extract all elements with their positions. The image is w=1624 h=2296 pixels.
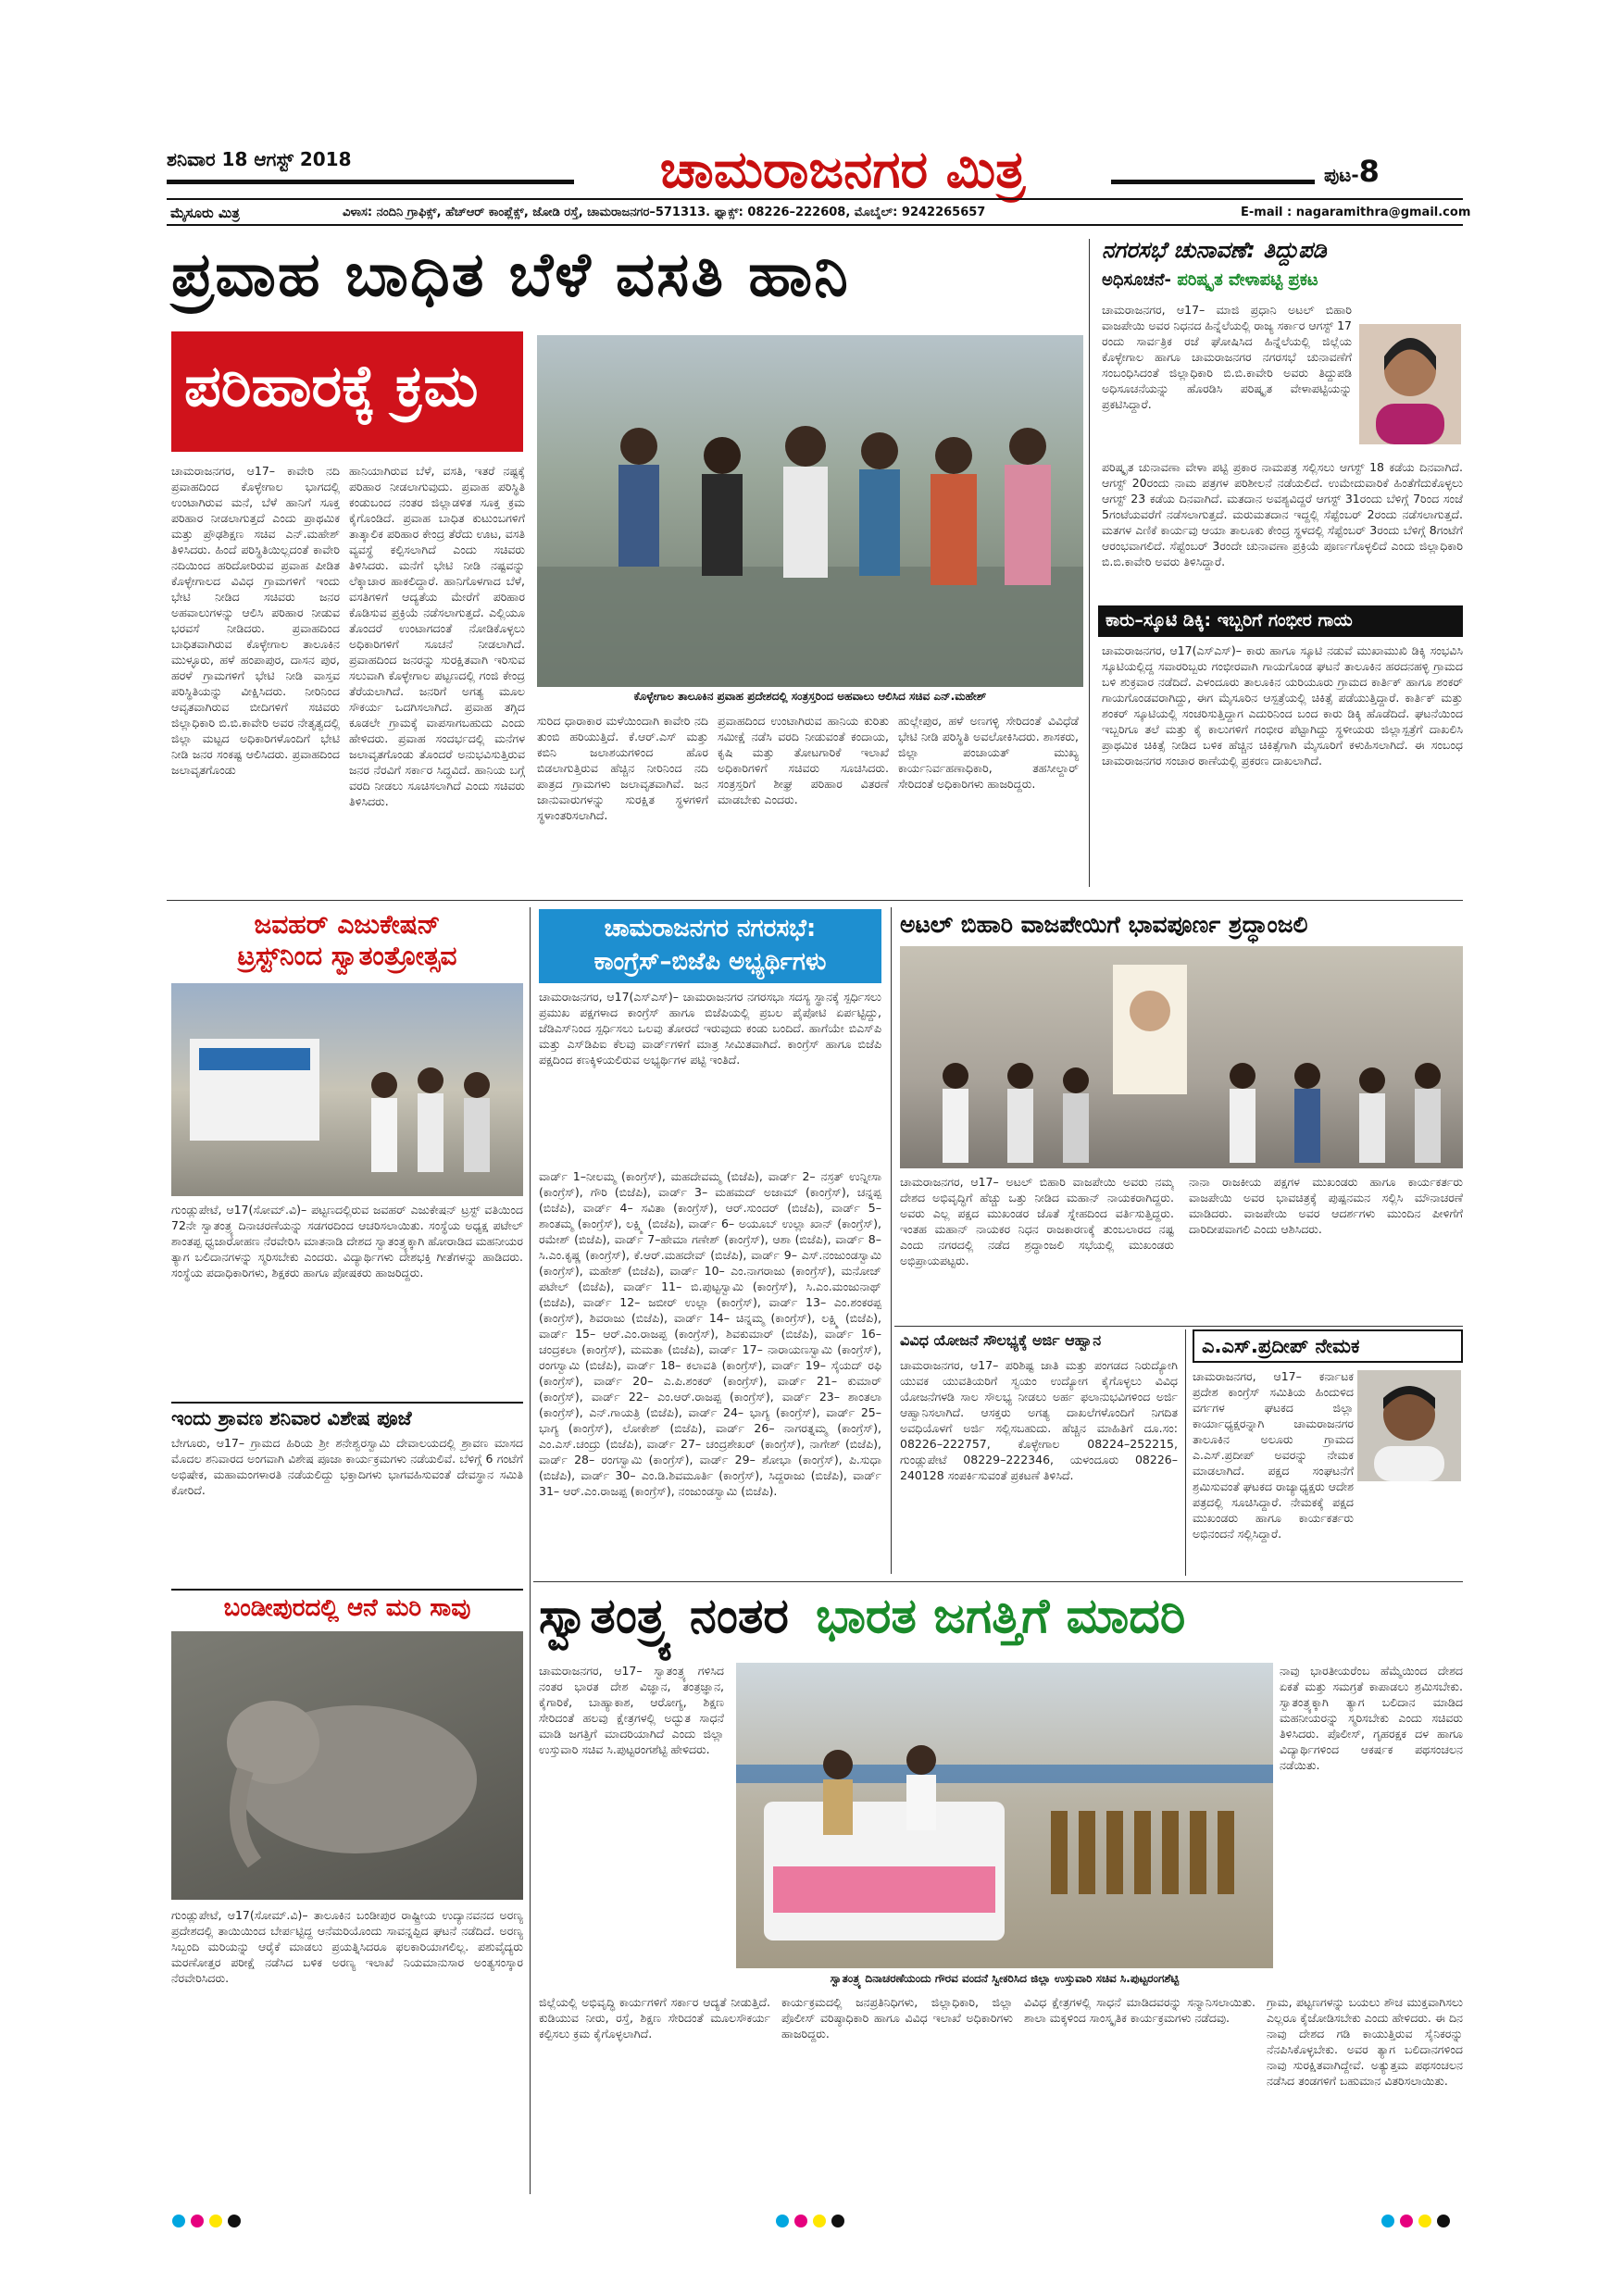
independence-bottom-col3: ವಿವಿಧ ಕ್ಷೇತ್ರಗಳಲ್ಲಿ ಸಾಧನೆ ಮಾಡಿದವರನ್ನು ಸನ್ಮಾನಿಸಲಾಯಿತು. ಶಾಲಾ ಮಕ್ಕಳಿಂದ ಸಾಂಸ್ಕೃತಿಕ ಕಾರ್ಯಕ್ರಮಗಳು ನಡೆದವು. bbox=[1024, 1995, 1255, 2025]
election-headline: ನಗರಸಭೆ ಚುನಾವಣೆ: ತಿದ್ದುಪಡಿ bbox=[1102, 237, 1327, 263]
lead-photo bbox=[537, 335, 1083, 687]
jawahar-headline-line2: ಟ್ರಸ್ಟ್‌ನಿಂದ ಸ್ವಾತಂತ್ರೋತ್ಸವ bbox=[237, 941, 457, 971]
election-subhead-prefix: ಅಧಿಸೂಚನೆ- bbox=[1102, 270, 1172, 290]
elephant-icon bbox=[171, 1631, 523, 1900]
election-body2: ಪರಿಷ್ಕೃತ ಚುನಾವಣಾ ವೇಳಾ ಪಟ್ಟಿ ಪ್ರಕಾರ ನಾಮಪತ್ರ ಸಲ್ಲಿಸಲು ಆಗಸ್ಟ್ 18 ಕಡೆಯ ದಿನವಾಗಿದೆ. ಆಗಸ್ಟ್ 20ರಂದು ನಾಮ ಪತ್ರಗಳ ಪರಿಶೀಲನೆ ನಡೆಯಲಿದೆ. ಉಮೇದುವಾರಿಕೆ ಹಿಂತೆಗೆದುಕೊಳ್ಳಲು ಆಗಸ್ಟ್ 23 ಕಡೆಯ ದಿನವಾಗಿದೆ. ಮತದಾನ ಅವಶ್ಯವಿದ್ದರೆ ಆಗಸ್ಟ್ 31ರಂದು ಬೆಳಿಗ್ಗೆ 7ರಿಂದ ಸಂಜೆ 5ಗಂಟೆಯವರೆಗೆ ನಡೆಸಲಾಗುತ್ತದೆ. ಮರುಮತದಾನ ಇದ್ದಲ್ಲಿ ಸೆಪ್ಟೆಂಬರ್ 2ರಂದು ನಡೆಸಲಾಗುತ್ತದೆ. ಮತಗಳ ಎಣಿಕೆ ಕಾರ್ಯವು ಆಯಾ ತಾಲೂಕು ಕೇಂದ್ರ ಸ್ಥಳದಲ್ಲಿ ಸೆಪ್ಟೆಂಬರ್ 3ರಂದು ಬೆಳಿಗ್ಗೆ 8ಗಂಟೆಗೆ ಆರಂಭವಾಗಲಿದೆ. ಸೆಪ್ಟೆಂಬರ್ 3ರಂದೇ ಚುನಾವಣಾ ಪ್ರಕ್ರಿಯೆ ಪೂರ್ಣಗೊಳ್ಳಲಿದೆ ಎಂದು ಜಿಲ್ಲಾಧಿಕಾರಿ ಬಿ.ಬಿ.ಕಾವೇರಿ ಅವರು ತಿಳಿಸಿದ್ದಾರೆ. bbox=[1102, 460, 1463, 568]
registration-marks-left bbox=[172, 2215, 246, 2229]
election-body1: ಚಾಮರಾಜನಗರ, ಆ17– ಮಾಜಿ ಪ್ರಧಾನಿ ಅಟಲ್ ಬಿಹಾರಿ ವಾಜಪೇಯಿ ಅವರ ನಿಧನದ ಹಿನ್ನೆಲೆಯಲ್ಲಿ ರಾಜ್ಯ ಸರ್ಕಾರ ಆಗಸ್ಟ್ 17 ರಂದು ಸಾರ್ವತ್ರಿಕ ರಜೆ ಘೋಷಿಸಿದ ಹಿನ್ನೆಲೆಯಲ್ಲಿ ಜಿಲ್ಲೆಯ ಕೊಳ್ಳೇಗಾಲ ಹಾಗೂ ಚಾಮರಾಜನಗರ ನಗರಸಭೆ ಚುನಾವಣೆಗೆ ಸಂಬಂಧಿಸಿದಂತೆ ಜಿಲ್ಲಾಧಿಕಾರಿ ಬಿ.ಬಿ.ಕಾವೇರಿ ಅವರು ತಿದ್ದುಪಡಿ ಅಧಿಸೂಚನೆಯನ್ನು ಹೊರಡಿಸಿ ಪರಿಷ್ಕೃತ ವೇಳಾಪಟ್ಟಿಯನ್ನು ಪ್ರಕಟಿಸಿದ್ದಾರೆ. bbox=[1102, 303, 1352, 411]
section-rule bbox=[533, 1581, 1463, 1582]
atal-col1: ಚಾಮರಾಜನಗರ, ಆ17– ಅಟಲ್ ಬಿಹಾರಿ ವಾಜಪೇಯಿ ಅವರು ನಮ್ಮ ದೇಶದ ಅಭಿವೃದ್ಧಿಗೆ ಹೆಚ್ಚು ಒತ್ತು ನೀಡಿದ ಮಹಾನ್ ನಾಯಕರಾಗಿದ್ದರು. ಅವರು ಎಲ್ಲ ಪಕ್ಷದ ಮುಖಂಡರ ಜೊತೆ ಸ್ನೇಹದಿಂದ ವರ್ತಿಸುತ್ತಿದ್ದರು. ಇಂತಹ ಮಹಾನ್ ನಾಯಕರ ನಿಧನ ರಾಜಕಾರಣಕ್ಕೆ ತುಂಬಲಾರದ ನಷ್ಟ ಎಂದು ನಗರದಲ್ಲಿ ನಡೆದ ಶ್ರದ್ಧಾಂಜಲಿ ಸಭೆಯಲ್ಲಿ ಮುಖಂಡರು ಅಭಿಪ್ರಾಯಪಟ್ಟರು. bbox=[900, 1175, 1174, 1267]
independence-right-col: ಗ್ರಾಮ, ಪಟ್ಟಣಗಳನ್ನು ಬಯಲು ಶೌಚ ಮುಕ್ತವಾಗಿಸಲು ಎಲ್ಲರೂ ಕೈಜೋಡಿಸಬೇಕು ಎಂದು ಹೇಳಿದರು. ಈ ದಿನ ನಾವು ದೇಶದ ಗಡಿ ಕಾಯುತ್ತಿರುವ ಸೈನಿಕರನ್ನು ನೆನಪಿಸಿಕೊಳ್ಳಬೇಕು. ಅವರ ತ್ಯಾಗ ಬಲಿದಾನಗಳಿಂದ ನಾವು ಸುರಕ್ಷಿತವಾಗಿದ್ದೇವೆ. ಅತ್ಯುತ್ತಮ ಪಥಸಂಚಲನ ನಡೆಸಿದ ತಂಡಗಳಿಗೆ ಬಹುಮಾನ ವಿತರಿಸಲಾಯಿತು. bbox=[1267, 1995, 1463, 2088]
column-rule bbox=[530, 907, 531, 2194]
masthead-date: ಶನಿವಾರ 18 ಆಗಸ್ಟ್ 2018 bbox=[167, 148, 352, 170]
masthead-right-rule bbox=[1111, 180, 1315, 184]
accident-headline: ಕಾರು–ಸ್ಕೂಟಿ ಡಿಕ್ಕಿ: ಇಬ್ಬರಿಗೆ ಗಂಭೀರ ಗಾಯ bbox=[1106, 610, 1353, 630]
shravana-headline: ಇಂದು ಶ್ರಾವಣ ಶನಿವಾರ ವಿಶೇಷ ಪೂಜೆ bbox=[171, 1402, 523, 1430]
council-headline-line1: ಚಾಮರಾಜನಗರ ನಗರಸಭೆ: bbox=[604, 915, 817, 942]
address-bar bbox=[167, 198, 1471, 226]
column-rule bbox=[1089, 239, 1090, 887]
independence-bottom-col2: ಕಾರ್ಯಕ್ರಮದಲ್ಲಿ ಜನಪ್ರತಿನಿಧಿಗಳು, ಜಿಲ್ಲಾಧಿಕಾರಿ, ಜಿಲ್ಲಾ ಪೊಲೀಸ್ ವರಿಷ್ಠಾಧಿಕಾರಿ ಹಾಗೂ ವಿವಿಧ ಇಲಾಖೆ ಅಧಿಕಾರಿಗಳು ಹಾಜರಿದ್ದರು. bbox=[781, 1995, 1013, 2040]
section-rule bbox=[167, 900, 1463, 901]
atal-photo bbox=[900, 946, 1463, 1168]
independence-headline-part2: ಭಾರತ ಜಗತ್ತಿಗೆ ಮಾದರಿ bbox=[816, 1589, 1186, 1644]
pradeep-headline-box bbox=[1193, 1329, 1463, 1363]
atal-headline: ಅಟಲ್ ಬಿಹಾರಿ ವಾಜಪೇಯಿಗೆ ಭಾವಪೂರ್ಣ ಶ್ರದ್ಧಾಂಜಲಿ bbox=[900, 911, 1308, 938]
address-text: ವಿಳಾಸ: ನಂದಿನಿ ಗ್ರಾಫಿಕ್ಸ್, ಹೆಚ್‌ಆರ್ ಕಾಂಪ್ಲೆಕ್ಸ್, ಜೋಡಿ ರಸ್ತೆ, ಚಾಮರಾಜನಗರ–571313. ಫ್ಯಾಕ್ಸ್: 08226–222608, ಮೊಬೈಲ್: 9242265657 bbox=[343, 206, 986, 219]
jawahar-photo bbox=[171, 983, 523, 1196]
pradeep-photo bbox=[1357, 1370, 1461, 1481]
lead-photo-scene bbox=[537, 335, 1083, 687]
independence-bottom-col1: ಜಿಲ್ಲೆಯಲ್ಲಿ ಅಭಿವೃದ್ಧಿ ಕಾರ್ಯಗಳಿಗೆ ಸರ್ಕಾರ ಆದ್ಯತೆ ನೀಡುತ್ತಿದೆ. ಕುಡಿಯುವ ನೀರು, ರಸ್ತೆ, ಶಿಕ್ಷಣ ಸೇರಿದಂತೆ ಮೂಲಸೌಕರ್ಯ ಕಲ್ಪಿಸಲು ಕ್ರಮ ಕೈಗೊಳ್ಳಲಾಗಿದೆ. bbox=[539, 1995, 770, 2040]
lead-subhead bbox=[171, 331, 523, 452]
lead-col3: ಸುರಿದ ಧಾರಾಕಾರ ಮಳೆಯಿಂದಾಗಿ ಕಾವೇರಿ ನದಿ ತುಂಬಿ ಹರಿಯುತ್ತಿದೆ. ಕೆ.ಆರ್.ಎಸ್ ಮತ್ತು ಕಬಿನಿ ಜಲಾಶಯಗಳಿಂದ ಹೊರ ಬಿಡಲಾಗುತ್ತಿರುವ ಹೆಚ್ಚಿನ ನೀರಿನಿಂದ ನದಿ ಪಾತ್ರದ ಗ್ರಾಮಗಳು ಜಲಾವೃತವಾಗಿವೆ. ಜನ ಜಾನುವಾರುಗಳನ್ನು ಸುರಕ್ಷಿತ ಸ್ಥಳಗಳಿಗೆ ಸ್ಥಳಾಂತರಿಸಲಾಗಿದೆ. bbox=[537, 714, 708, 822]
page-label: ಪುಟ- bbox=[1324, 164, 1359, 186]
collector-photo bbox=[1359, 324, 1461, 444]
independence-col1: ಚಾಮರಾಜನಗರ, ಆ17– ಸ್ವಾತಂತ್ರ್ಯ ಗಳಿಸಿದ ನಂತರ ಭಾರತ ದೇಶ ವಿಜ್ಞಾನ, ತಂತ್ರಜ್ಞಾನ, ಕೈಗಾರಿಕೆ, ಬಾಹ್ಯಾಕಾಶ, ಆರೋಗ್ಯ, ಶಿಕ್ಷಣ ಸೇರಿದಂತೆ ಹಲವು ಕ್ಷೇತ್ರಗಳಲ್ಲಿ ಅದ್ಭುತ ಸಾಧನೆ ಮಾಡಿ ಜಗತ್ತಿಗೆ ಮಾದರಿಯಾಗಿದೆ ಎಂದು ಜಿಲ್ಲಾ ಉಸ್ತುವಾರಿ ಸಚಿವ ಸಿ.ಪುಟ್ಟರಂಗಶೆಟ್ಟಿ ಹೇಳಿದರು. bbox=[539, 1664, 724, 1756]
column-rule bbox=[1185, 1329, 1186, 1576]
atal-photo-scene bbox=[900, 946, 1463, 1168]
section-rule bbox=[894, 1326, 1463, 1327]
email-text: E-mail : nagaramithra@gmail.com bbox=[1241, 206, 1471, 219]
lead-headline: ಪ್ರವಾಹ ಬಾಧಿತ ಬೆಳೆ ವಸತಿ ಹಾನಿ bbox=[171, 239, 850, 310]
registration-marks-center bbox=[776, 2215, 850, 2229]
lead-col5: ಹುಲ್ಲೇಪುರ, ಹಳೆ ಅಣಗಳ್ಳಿ ಸೇರಿದಂತೆ ವಿವಿಧೆಡೆ ಭೇಟಿ ನೀಡಿ ಪರಿಸ್ಥಿತಿ ಅವಲೋಕಿಸಿದರು. ಶಾಸಕರು, ಜಿಲ್ಲಾ ಪಂಚಾಯತ್ ಮುಖ್ಯ ಕಾರ್ಯನಿರ್ವಹಣಾಧಿಕಾರಿ, ತಹಸೀಲ್ದಾರ್ ಸೇರಿದಂತೆ ಅಧಿಕಾರಿಗಳು ಹಾಜರಿದ್ದರು. bbox=[898, 714, 1079, 791]
lead-col4: ಪ್ರವಾಹದಿಂದ ಉಂಟಾಗಿರುವ ಹಾನಿಯ ಕುರಿತು ಸಮೀಕ್ಷೆ ನಡೆಸಿ ವರದಿ ನೀಡುವಂತೆ ಕಂದಾಯ, ಕೃಷಿ ಮತ್ತು ತೋಟಗಾರಿಕೆ ಇಲಾಖೆ ಅಧಿಕಾರಿಗಳಿಗೆ ಸಚಿವರು ಸೂಚಿಸಿದರು. ಸಂತ್ರಸ್ತರಿಗೆ ಶೀಘ್ರ ಪರಿಹಾರ ವಿತರಣೆ ಮಾಡಬೇಕು ಎಂದರು. bbox=[718, 714, 889, 806]
edition-label: ಮೈಸೂರು ಮಿತ್ರ bbox=[170, 205, 240, 221]
elephant-headline: ಬಂಡೀಪುರದಲ್ಲಿ ಆನೆ ಮರಿ ಸಾವು bbox=[171, 1589, 523, 1623]
council-headline-line2: ಕಾಂಗ್ರೆಸ್–ಬಿಜೆಪಿ ಅಭ್ಯರ್ಥಿಗಳು bbox=[593, 948, 827, 976]
pradeep-body: ಚಾಮರಾಜನಗರ, ಆ17– ಕರ್ನಾಟಕ ಪ್ರದೇಶ ಕಾಂಗ್ರೆಸ್ ಸಮಿತಿಯ ಹಿಂದುಳಿದ ವರ್ಗಗಳ ಘಟಕದ ಜಿಲ್ಲಾ ಕಾರ್ಯಾಧ್ಯಕ್ಷರನ್ನಾಗಿ ಚಾಮರಾಜನಗರ ತಾಲೂಕಿನ ಅಲೂರು ಗ್ರಾಮದ ಎ.ಎಸ್.ಪ್ರದೀಪ್ ಅವರನ್ನು ನೇಮಕ ಮಾಡಲಾಗಿದೆ. ಪಕ್ಷದ ಸಂಘಟನೆಗೆ ಶ್ರಮಿಸುವಂತೆ ಘಟಕದ ರಾಜ್ಯಾಧ್ಯಕ್ಷರು ಆದೇಶ ಪತ್ರದಲ್ಲಿ ಸೂಚಿಸಿದ್ದಾರೆ. ನೇಮಕಕ್ಕೆ ಪಕ್ಷದ ಮುಖಂಡರು ಹಾಗೂ ಕಾರ್ಯಕರ್ತರು ಅಭಿನಂದನೆ ಸಲ್ಲಿಸಿದ್ದಾರೆ. bbox=[1193, 1369, 1354, 1541]
parade-photo bbox=[736, 1663, 1273, 1968]
loan-body: ಚಾಮರಾಜನಗರ, ಆ17– ಪರಿಶಿಷ್ಟ ಜಾತಿ ಮತ್ತು ಪಂಗಡದ ನಿರುದ್ಯೋಗಿ ಯುವಕ ಯುವತಿಯರಿಗೆ ಸ್ವಯಂ ಉದ್ಯೋಗ ಕೈಗೊಳ್ಳಲು ವಿವಿಧ ಯೋಜನೆಗಳಡಿ ಸಾಲ ಸೌಲಭ್ಯ ನೀಡಲು ಅರ್ಹ ಫಲಾನುಭವಿಗಳಿಂದ ಅರ್ಜಿ ಆಹ್ವಾನಿಸಲಾಗಿದೆ. ಆಸಕ್ತರು ಅಗತ್ಯ ದಾಖಲೆಗಳೊಂದಿಗೆ ನಿಗದಿತ ಅವಧಿಯೊಳಗೆ ಅರ್ಜಿ ಸಲ್ಲಿಸಬಹುದು. ಹೆಚ್ಚಿನ ಮಾಹಿತಿಗೆ ದೂ.ಸಂ: 08226–222757, ಕೊಳ್ಳೇಗಾಲ 08224–252215, ಗುಂಡ್ಲುಪೇಟೆ 08229–222346, ಯಳಂದೂರು 08226–240128 ಸಂಪರ್ಕಿಸುವಂತೆ ಪ್ರಕಟಣೆ ತಿಳಿಸಿದೆ. bbox=[900, 1358, 1178, 1482]
registration-marks-right bbox=[1381, 2215, 1455, 2229]
accident-headline-bar bbox=[1098, 605, 1463, 637]
column-rule bbox=[891, 907, 892, 1574]
lead-photo-caption: ಕೊಳ್ಳೇಗಾಲ ತಾಲೂಕಿನ ಪ್ರವಾಹ ಪ್ರದೇಶದಲ್ಲಿ ಸಂತ್ರಸ್ತರಿಂದ ಅಹವಾಲು ಆಲಿಸಿದ ಸಚಿವ ಎನ್.ಮಹೇಶ್ bbox=[633, 690, 987, 703]
atal-col2: ನಾನಾ ರಾಜಕೀಯ ಪಕ್ಷಗಳ ಮುಖಂಡರು ಹಾಗೂ ಕಾರ್ಯಕರ್ತರು ವಾಜಪೇಯಿ ಅವರ ಭಾವಚಿತ್ರಕ್ಕೆ ಪುಷ್ಪನಮನ ಸಲ್ಲಿಸಿ ಮೌನಾಚರಣೆ ಮಾಡಿದರು. ವಾಜಪೇಯಿ ಅವರ ಆದರ್ಶಗಳು ಮುಂದಿನ ಪೀಳಿಗೆಗೆ ದಾರಿದೀಪವಾಗಲಿ ಎಂದು ಆಶಿಸಿದರು. bbox=[1189, 1175, 1463, 1236]
council-wards: ವಾರ್ಡ್ 1–ನೀಲಮ್ಮ (ಕಾಂಗ್ರೆಸ್), ಮಹದೇವಮ್ಮ (ಬಿಜೆಪಿ), ವಾರ್ಡ್ 2– ನಸ್ರತ್ ಉನ್ನೀಸಾ (ಕಾಂಗ್ರೆಸ್), ಗೌರಿ (ಬಿಜೆಪಿ), ವಾರ್ಡ್ 3– ಮಹಮದ್ ಅಜಾಮ್ (ಕಾಂಗ್ರೆಸ್), ಚನ್ನಪ್ಪ (ಬಿಜೆಪಿ), ವಾರ್ಡ್ 4– ಸವಿತಾ (ಕಾಂಗ್ರೆಸ್), ಆರ್.ಸುಂದರ್ (ಬಿಜೆಪಿ), ವಾರ್ಡ್ 5– ಶಾಂತಮ್ಮ (ಕಾಂಗ್ರೆಸ್), ಲಕ್ಷ್ಮಿ (ಬಿಜೆಪಿ), ವಾರ್ಡ್ 6– ಅಯೂಬ್ ಉಲ್ಲಾ ಖಾನ್ (ಕಾಂಗ್ರೆಸ್), ರಮೇಶ್ (ಬಿಜೆಪಿ), ವಾರ್ಡ್ 7–ಹೇಮಾ ಗಣೇಶ್ (ಕಾಂಗ್ರೆಸ್), ಆಶಾ (ಬಿಜೆಪಿ), ವಾರ್ಡ್ 8– ಸಿ.ಎಂ.ಕೃಷ್ಣ (ಕಾಂಗ್ರೆಸ್), ಕೆ.ಆರ್.ಮಹದೇವ್ (ಬಿಜೆಪಿ), ವಾರ್ಡ್ 9– ಎಸ್.ನಂಜುಂಡಸ್ವಾಮಿ (ಕಾಂಗ್ರೆಸ್), ಮಹೇಶ್ (ಬಿಜೆಪಿ), ವಾರ್ಡ್ 10– ಎಂ.ನಾಗರಾಜು (ಕಾಂಗ್ರೆಸ್), ಮನೋಜ್ ಪಟೇಲ್ (ಬಿಜೆಪಿ), ವಾರ್ಡ್ 11– ಬಿ.ಪುಟ್ಟಸ್ವಾಮಿ (ಕಾಂಗ್ರೆಸ್), ಸಿ.ಎಂ.ಮಂಜುನಾಥ್ (ಬಿಜೆಪಿ), ವಾರ್ಡ್ 12– ಜಬೀರ್ ಉಲ್ಲಾ (ಕಾಂಗ್ರೆಸ್), ವಾರ್ಡ್ 13– ಎಂ.ಶಂಕರಪ್ಪ (ಕಾಂಗ್ರೆಸ್), ಶಿವರಾಜು (ಬಿಜೆಪಿ), ವಾರ್ಡ್ 14– ಚಿನ್ನಮ್ಮ (ಕಾಂಗ್ರೆಸ್), ಲಕ್ಷ್ಮಿ (ಬಿಜೆಪಿ), ವಾರ್ಡ್ 15– ಆರ್.ಎಂ.ರಾಜಪ್ಪ (ಕಾಂಗ್ರೆಸ್), ಶಿವಕುಮಾರ್ (ಬಿಜೆಪಿ), ವಾರ್ಡ್ 16– ಚಂದ್ರಕಲಾ (ಕಾಂಗ್ರೆಸ್), ಮಮತಾ (ಬಿಜೆಪಿ), ವಾರ್ಡ್ 17– ನಾರಾಯಣಸ್ವಾಮಿ (ಕಾಂಗ್ರೆಸ್), ರಂಗಸ್ವಾಮಿ (ಬಿಜೆಪಿ), ವಾರ್ಡ್ 18– ಕಲಾವತಿ (ಕಾಂಗ್ರೆಸ್), ವಾರ್ಡ್ 19– ಸೈಯದ್ ರಫಿ (ಕಾಂಗ್ರೆಸ್), ವಾರ್ಡ್ 20– ಎ.ಪಿ.ಶಂಕರ್ (ಕಾಂಗ್ರೆಸ್), ವಾರ್ಡ್ 21– ಕುಮಾರ್ (ಕಾಂಗ್ರೆಸ್), ವಾರ್ಡ್ 22– ಎಂ.ಆರ್.ರಾಜಪ್ಪ (ಕಾಂಗ್ರೆಸ್), ವಾರ್ಡ್ 23– ಶಾಂತಲಾ (ಕಾಂಗ್ರೆಸ್), ಎನ್.ಗಾಯತ್ರಿ (ಬಿಜೆಪಿ), ವಾರ್ಡ್ 24– ಭಾಗ್ಯ (ಕಾಂಗ್ರೆಸ್), ವಾರ್ಡ್ 25– ಭಾಗ್ಯ (ಕಾಂಗ್ರೆಸ್), ಲೋಕೇಶ್ (ಬಿಜೆಪಿ), ವಾರ್ಡ್ 26– ನಾಗರತ್ನಮ್ಮ (ಕಾಂಗ್ರೆಸ್), ಎಂ.ಎಸ್.ಚಂದ್ರು (ಬಿಜೆಪಿ), ವಾರ್ಡ್ 27– ಚಂದ್ರಶೇಖರ್ (ಕಾಂಗ್ರೆಸ್), ನಾಗೇಶ್ (ಬಿಜೆಪಿ), ವಾರ್ಡ್ 28– ರಂಗಸ್ವಾಮಿ (ಕಾಂಗ್ರೆಸ್), ವಾರ್ಡ್ 29– ಶೋಭಾ (ಕಾಂಗ್ರೆಸ್), ಪಿ.ಸುಧಾ (ಬಿಜೆಪಿ), ವಾರ್ಡ್ 30– ಎಂ.ಡಿ.ಶಿವಮೂರ್ತಿ (ಕಾಂಗ್ರೆಸ್), ಸಿದ್ದರಾಜು (ಬಿಜೆಪಿ), ವಾರ್ಡ್ 31– ಆರ್.ಎಂ.ರಾಜಪ್ಪ (ಕಾಂಗ್ರೆಸ್), ನಂಜುಂಡಸ್ವಾಮಿ (ಬಿಜೆಪಿ). bbox=[539, 1169, 881, 1498]
pradeep-headline: ಎ.ಎಸ್.ಪ್ರದೀಪ್ ನೇಮಕ bbox=[1202, 1335, 1360, 1357]
parade-photo-scene bbox=[736, 1663, 1273, 1968]
independence-headline bbox=[539, 1589, 1463, 1653]
council-intro: ಚಾಮರಾಜನಗರ, ಆ17(ಎಸ್‌ಎಸ್)– ಚಾಮರಾಜನಗರ ನಗರಸಭಾ ಸದಸ್ಯ ಸ್ಥಾನಕ್ಕೆ ಸ್ಪರ್ಧಿಸಲು ಪ್ರಮುಖ ಪಕ್ಷಗಳಾದ ಕಾಂಗ್ರೆಸ್ ಹಾಗೂ ಬಿಜೆಪಿಯಲ್ಲಿ ಪ್ರಬಲ ಪೈಪೋಟಿ ಏರ್ಪಟ್ಟಿದ್ದು, ಜೆಡಿಎಸ್‌ನಿಂದ ಸ್ಪರ್ಧಿಸಲು ಒಲವು ತೋರದೆ ಇರುವುದು ಕಂಡು ಬಂದಿದೆ. ಹಾಗೆಯೇ ಬಿಎಸ್‌ಪಿ ಮತ್ತು ಎಸ್‌ಡಿಪಿಐ ಕೆಲವು ವಾರ್ಡ್‌ಗಳಿಗೆ ಮಾತ್ರ ಸೀಮಿತವಾಗಿದೆ. ಕಾಂಗ್ರೆಸ್ ಹಾಗೂ ಬಿಜೆಪಿ ಪಕ್ಷದಿಂದ ಕಣಕ್ಕಿಳಿಯಲಿರುವ ಅಭ್ಯರ್ಥಿಗಳ ಪಟ್ಟಿ ಇಂತಿದೆ. bbox=[539, 990, 881, 1067]
accident-body: ಚಾಮರಾಜನಗರ, ಆ17(ಎಸ್‌ಎಸ್)– ಕಾರು ಹಾಗೂ ಸ್ಕೂಟಿ ನಡುವೆ ಮುಖಾಮುಖಿ ಡಿಕ್ಕಿ ಸಂಭವಿಸಿ ಸ್ಕೂಟಿಯಲ್ಲಿದ್ದ ಸವಾರರಿಬ್ಬರು ಗಂಭೀರವಾಗಿ ಗಾಯಗೊಂಡ ಘಟನೆ ತಾಲೂಕಿನ ಹರದನಹಳ್ಳಿ ಗ್ರಾಮದ ಬಳಿ ಶುಕ್ರವಾರ ನಡೆದಿದೆ. ಎಳಂದೂರು ತಾಲೂಕಿನ ಯರಿಯೂರು ಗ್ರಾಮದ ಕಾರ್ತಿಕ್ ಹಾಗೂ ಶಂಕರ್ ಗಾಯಗೊಂಡವರಾಗಿದ್ದು, ಈಗ ಮೈಸೂರಿನ ಆಸ್ಪತ್ರೆಯಲ್ಲಿ ಚಿಕಿತ್ಸೆ ಪಡೆಯುತ್ತಿದ್ದಾರೆ. ಕಾರ್ತಿಕ್ ಮತ್ತು ಶಂಕರ್ ಸ್ಕೂಟಿಯಲ್ಲಿ ಸಂಚರಿಸುತ್ತಿದ್ದಾಗ ಎದುರಿನಿಂದ ಬಂದ ಕಾರು ಡಿಕ್ಕಿ ಹೊಡೆದಿದೆ. ಘಟನೆಯಿಂದ ಇಬ್ಬರಿಗೂ ತಲೆ ಮತ್ತು ಕೈ ಕಾಲುಗಳಿಗೆ ಗಂಭೀರ ಪೆಟ್ಟಾಗಿದ್ದು ಸ್ಥಳೀಯರು ಜಿಲ್ಲಾಸ್ಪತ್ರೆಗೆ ದಾಖಲಿಸಿ ಪ್ರಾಥಮಿಕ ಚಿಕಿತ್ಸೆ ನೀಡಿದ ಬಳಿಕ ಹೆಚ್ಚಿನ ಚಿಕಿತ್ಸೆಗಾಗಿ ಮೈಸೂರಿಗೆ ಕಳುಹಿಸಲಾಗಿದೆ. ಈ ಸಂಬಂಧ ಚಾಮರಾಜನಗರ ಸಂಚಾರ ಠಾಣೆಯಲ್ಲಿ ಪ್ರಕರಣ ದಾಖಲಾಗಿದೆ. bbox=[1102, 643, 1463, 767]
jawahar-body: ಗುಂಡ್ಲುಪೇಟೆ, ಆ17(ಸೋಮ್.ವಿ)– ಪಟ್ಟಣದಲ್ಲಿರುವ ಜವಹರ್ ಎಜುಕೇಷನ್ ಟ್ರಸ್ಟ್ ವತಿಯಿಂದ 72ನೇ ಸ್ವಾತಂತ್ರ್ಯ ದಿನಾಚರಣೆಯನ್ನು ಸಡಗರದಿಂದ ಆಚರಿಸಲಾಯಿತು. ಸಂಸ್ಥೆಯ ಅಧ್ಯಕ್ಷ ಪಟೇಲ್ ಶಾಂತಪ್ಪ ಧ್ವಜಾರೋಹಣ ನೆರವೇರಿಸಿ ಮಾತನಾಡಿ ದೇಶದ ಸ್ವಾತಂತ್ರ್ಯಕ್ಕಾಗಿ ಹೋರಾಡಿದ ಮಹನೀಯರ ತ್ಯಾಗ ಬಲಿದಾನಗಳನ್ನು ಸ್ಮರಿಸಬೇಕು ಎಂದರು. ವಿದ್ಯಾರ್ಥಿಗಳು ದೇಶಭಕ್ತಿ ಗೀತೆಗಳನ್ನು ಹಾಡಿದರು. ಸಂಸ್ಥೆಯ ಪದಾಧಿಕಾರಿಗಳು, ಶಿಕ್ಷಕರು ಹಾಗೂ ಪೋಷಕರು ಹಾಜರಿದ್ದರು. bbox=[171, 1203, 523, 1279]
masthead-left-rule bbox=[167, 180, 574, 184]
lead-col1: ಚಾಮರಾಜನಗರ, ಆ17– ಕಾವೇರಿ ನದಿ ಪ್ರವಾಹದಿಂದ ಕೊಳ್ಳೇಗಾಲ ಭಾಗದಲ್ಲಿ ಉಂಟಾಗಿರುವ ಮನೆ, ಬೆಳೆ ಹಾನಿಗೆ ಸೂಕ್ತ ಪರಿಹಾರ ನೀಡಲಾಗುತ್ತದೆ ಎಂದು ಪ್ರಾಥಮಿಕ ಮತ್ತು ಪ್ರೌಢಶಿಕ್ಷಣ ಸಚಿವ ಎನ್.ಮಹೇಶ್ ತಿಳಿಸಿದರು. ಹಿಂದೆ ಪರಿಸ್ಥಿತಿಯಿಲ್ಲದಂತೆ ಕಾವೇರಿ ನದಿಯಿಂದ ಹರಿದೋರಿರುವ ಪ್ರವಾಹ ಪೀಡಿತ ಕೊಳ್ಳೇಗಾಲದ ವಿವಿಧ ಗ್ರಾಮಗಳಿಗೆ ಇಂದು ಭೇಟಿ ನೀಡಿದ ಸಚಿವರು ಜನರ ಅಹವಾಲುಗಳನ್ನು ಆಲಿಸಿ ಪರಿಹಾರ ನೀಡುವ ಭರವಸೆ ನೀಡಿದರು. ಪ್ರವಾಹದಿಂದ ಬಾಧಿತವಾಗಿರುವ ಕೊಳ್ಳೇಗಾಲ ತಾಲೂಕಿನ ಮುಳ್ಳೂರು, ಹಳೆ ಹಂಪಾಪುರ, ದಾಸನ ಪುರ, ಹರಳೆ ಗ್ರಾಮಗಳಿಗೆ ಭೇಟಿ ನೀಡಿ ವಾಸ್ತವ ಪರಿಸ್ಥಿತಿಯನ್ನು ವೀಕ್ಷಿಸಿದರು. ನೀರಿನಿಂದ ಆವೃತವಾಗಿರುವ ಬೀದಿಗಳಿಗೆ ಸಚಿವರು ಜಿಲ್ಲಾಧಿಕಾರಿ ಬಿ.ಬಿ.ಕಾವೇರಿ ಅವರ ನೇತೃತ್ವದಲ್ಲಿ ಜಿಲ್ಲಾ ಮಟ್ಟದ ಅಧಿಕಾರಿಗಳೊಂದಿಗೆ ಭೇಟಿ ನೀಡಿ ಜನರ ಸಂಕಷ್ಟ ಆಲಿಸಿದರು. ಪ್ರವಾಹದಿಂದ ಜಲಾವೃತಗೊಂಡು bbox=[171, 464, 340, 777]
jawahar-headline bbox=[171, 909, 523, 972]
lead-subhead-text: ಪರಿಹಾರಕ್ಕೆ ಕ್ರಮ bbox=[184, 352, 479, 419]
independence-headline-part1: ಸ್ವಾತಂತ್ರ್ಯ ನಂತರ bbox=[539, 1589, 789, 1644]
lead-col2: ಹಾನಿಯಾಗಿರುವ ಬೆಳೆ, ವಸತಿ, ಇತರೆ ನಷ್ಟಕ್ಕೆ ಪರಿಹಾರ ನೀಡಲಾಗುವುದು. ಪ್ರವಾಹ ಪರಿಸ್ಥಿತಿ ಕಂಡುಬಂದ ನಂತರ ಜಿಲ್ಲಾಡಳಿತ ಸೂಕ್ತ ಕ್ರಮ ಕೈಗೊಂಡಿದೆ. ಪ್ರವಾಹ ಬಾಧಿತ ಕುಟುಂಬಗಳಿಗೆ ತಾತ್ಕಾಲಿಕ ಪರಿಹಾರ ಕೇಂದ್ರ ತೆರೆದು ಊಟ, ವಸತಿ ವ್ಯವಸ್ಥೆ ಕಲ್ಪಿಸಲಾಗಿದೆ ಎಂದು ಸಚಿವರು ತಿಳಿಸಿದರು. ಮನೆಗೆ ಭೇಟಿ ನೀಡಿ ನಷ್ಟವನ್ನು ಲೆಕ್ಕಾಚಾರ ಹಾಕಲಿದ್ದಾರೆ. ಹಾನಿಗೊಳಗಾದ ಬೆಳೆ, ವಸತಿಗಳಿಗೆ ಆದ್ಯತೆಯ ಮೇರೆಗೆ ಪರಿಹಾರ ಕೊಡಿಸುವ ಪ್ರಕ್ರಿಯೆ ನಡೆಸಲಾಗುತ್ತದೆ. ಎಲ್ಲಿಯೂ ತೊಂದರೆ ಉಂಟಾಗದಂತೆ ನೋಡಿಕೊಳ್ಳಲು ಅಧಿಕಾರಿಗಳಿಗೆ ಸೂಚನೆ ನೀಡಲಾಗಿದೆ. ಪ್ರವಾಹದಿಂದ ಜನರನ್ನು ಸುರಕ್ಷಿತವಾಗಿ ಇರಿಸುವ ಸಲುವಾಗಿ ಕೊಳ್ಳೇಗಾಲ ಪಟ್ಟಣದಲ್ಲಿ ಗಂಜಿ ಕೇಂದ್ರ ತೆರೆಯಲಾಗಿದೆ. ಜನರಿಗೆ ಅಗತ್ಯ ಮೂಲ ಸೌಕರ್ಯ ಒದಗಿಸಲಾಗಿದೆ. ಪ್ರವಾಹ ತಗ್ಗಿದ ಕೂಡಲೇ ಗ್ರಾಮಕ್ಕೆ ವಾಪಸಾಗಬಹುದು ಎಂದು ಹೇಳಿದರು. ಪ್ರವಾಹ ಸಂದರ್ಭದಲ್ಲಿ ಮನೆಗಳ ಜಲಾವೃತಗೊಂಡು ತೊಂದರೆ ಅನುಭವಿಸುತ್ತಿರುವ ಜನರ ನೆರವಿಗೆ ಸರ್ಕಾರ ಸಿದ್ಧವಿದೆ. ಹಾನಿಯ ಬಗ್ಗೆ ವರದಿ ನೀಡಲು ಸೂಚಿಸಲಾಗಿದೆ ಎಂದು ಸಚಿವರು ತಿಳಿಸಿದರು. bbox=[349, 464, 525, 808]
page-number: 8 bbox=[1358, 154, 1380, 189]
shravana-body: ಬೇಗೂರು, ಆ17– ಗ್ರಾಮದ ಹಿರಿಯ ಶ್ರೀ ಶನೇಶ್ವರಸ್ವಾಮಿ ದೇವಾಲಯದಲ್ಲಿ ಶ್ರಾವಣ ಮಾಸದ ಮೊದಲ ಶನಿವಾರದ ಅಂಗವಾಗಿ ವಿಶೇಷ ಪೂಜಾ ಕಾರ್ಯಕ್ರಮಗಳು ನಡೆಯಲಿವೆ. ಬೆಳಿಗ್ಗೆ 6 ಗಂಟೆಗೆ ಅಭಿಷೇಕ, ಮಹಾಮಂಗಳಾರತಿ ನಡೆಯಲಿದ್ದು ಭಕ್ತಾದಿಗಳು ಭಾಗವಹಿಸುವಂತೆ ದೇವಸ್ಥಾನ ಸಮಿತಿ ಕೋರಿದೆ. bbox=[171, 1436, 523, 1497]
loan-headline: ವಿವಿಧ ಯೋಜನೆ ಸೌಲಭ್ಯಕ್ಕೆ ಅರ್ಜಿ ಆಹ್ವಾನ bbox=[900, 1331, 1102, 1349]
council-headline-box bbox=[539, 909, 881, 983]
masthead-title: ಚಾಮರಾಜನಗರ ಮಿತ್ರ bbox=[659, 139, 1026, 200]
parade-photo-caption: ಸ್ವಾತಂತ್ರ್ಯ ದಿನಾಚರಣೆಯಂದು ಗೌರವ ವಂದನೆ ಸ್ವೀಕರಿಸಿದ ಜಿಲ್ಲಾ ಉಸ್ತುವಾರಿ ಸಚಿವ ಸಿ.ಪುಟ್ಟರಂಗಶೆಟ್ಟಿ bbox=[830, 1972, 1180, 1985]
portrait-icon bbox=[1357, 1370, 1461, 1481]
elephant-body: ಗುಂಡ್ಲುಪೇಟೆ, ಆ17(ಸೋಮ್.ವಿ)– ತಾಲೂಕಿನ ಬಂಡೀಪುರ ರಾಷ್ಟ್ರೀಯ ಉದ್ಯಾನವನದ ಅರಣ್ಯ ಪ್ರದೇಶದಲ್ಲಿ ತಾಯಿಯಿಂದ ಬೇರ್ಪಟ್ಟಿದ್ದ ಆನೆಮರಿಯೊಂದು ಸಾವನ್ನಪ್ಪಿದ ಘಟನೆ ನಡೆದಿದೆ. ಅರಣ್ಯ ಸಿಬ್ಬಂದಿ ಮರಿಯನ್ನು ಆರೈಕೆ ಮಾಡಲು ಪ್ರಯತ್ನಿಸಿದರೂ ಫಲಕಾರಿಯಾಗಲಿಲ್ಲ. ಪಶುವೈದ್ಯರು ಮರಣೋತ್ತರ ಪರೀಕ್ಷೆ ನಡೆಸಿದ ಬಳಿಕ ಅರಣ್ಯ ಇಲಾಖೆ ನಿಯಮಾನುಸಾರ ಅಂತ್ಯಸಂಸ್ಕಾರ ನೆರವೇರಿಸಿದರು. bbox=[171, 1908, 523, 1985]
independence-col2: ನಾವು ಭಾರತೀಯರೆಂಬ ಹೆಮ್ಮೆಯಿಂದ ದೇಶದ ಏಕತೆ ಮತ್ತು ಸಮಗ್ರತೆ ಕಾಪಾಡಲು ಶ್ರಮಿಸಬೇಕು. ಸ್ವಾತಂತ್ರ್ಯಕ್ಕಾಗಿ ತ್ಯಾಗ ಬಲಿದಾನ ಮಾಡಿದ ಮಹನೀಯರನ್ನು ಸ್ಮರಿಸಬೇಕು ಎಂದು ಸಚಿವರು ತಿಳಿಸಿದರು. ಪೊಲೀಸ್, ಗೃಹರಕ್ಷಕ ದಳ ಹಾಗೂ ವಿದ್ಯಾರ್ಥಿಗಳಿಂದ ಆಕರ್ಷಕ ಪಥಸಂಚಲನ ನಡೆಯಿತು. bbox=[1280, 1664, 1463, 1772]
jawahar-photo-scene bbox=[171, 983, 523, 1196]
jawahar-headline-line1: ಜವಹರ್ ಎಜುಕೇಷನ್ bbox=[254, 909, 441, 940]
portrait-icon bbox=[1359, 324, 1461, 444]
elephant-photo bbox=[171, 1631, 523, 1900]
election-subhead: ಪರಿಷ್ಕೃತ ವೇಳಾಪಟ್ಟಿ ಪ್ರಕಟ bbox=[1177, 270, 1318, 290]
